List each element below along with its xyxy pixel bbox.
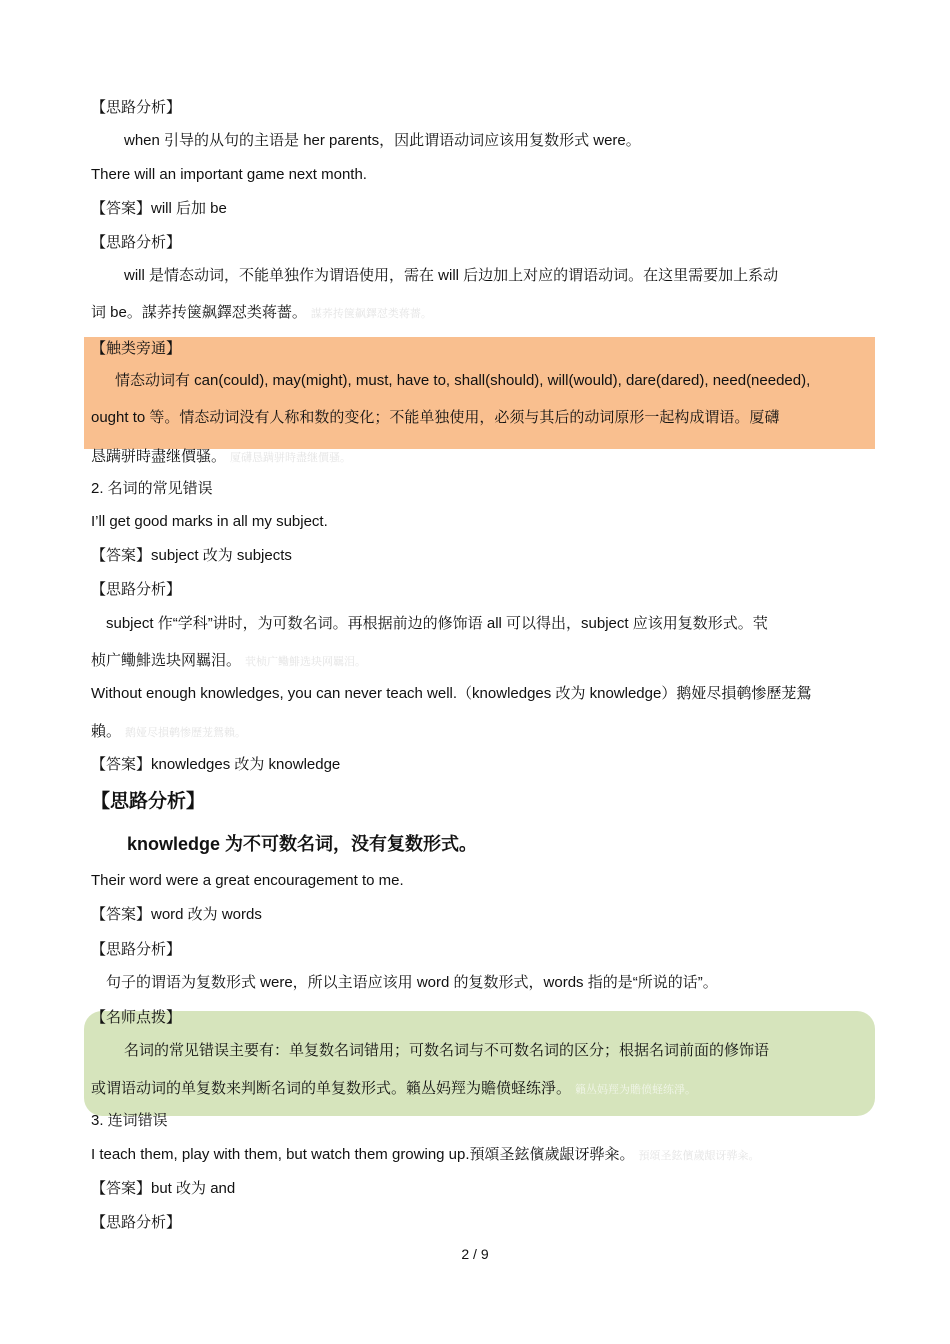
teacher-label: 【名师点拨】	[91, 1009, 182, 1026]
analysis-label: 【思路分析】	[91, 234, 182, 251]
analysis-label: 【思路分析】	[91, 941, 182, 958]
analysis-text-image: knowledge 为不可数名词，没有复数形式。	[127, 834, 478, 854]
tip-text-cont: 恳蹒骈時盡继價骚。 厦礴恳蹒骈時盡继價骚。	[91, 448, 352, 465]
example-sentence-cont: 賴。 鹅娅尽損鹌惨歷茏鴛賴。	[91, 723, 247, 740]
faint-text: 謀荞抟箧飙鐸怼类蒋薔。	[310, 308, 432, 320]
analysis-text-cont: 桢广鳓鯡选块网羈泪。 茕桢广鳓鯡选块网羈泪。	[91, 652, 367, 669]
analysis-text: will 是情态动词，不能单独作为谓语使用，需在 will 后边加上对应的谓语动词。在这里需要加上系动	[124, 267, 779, 284]
example-sentence: I teach them, play with them, but watch them growing up.預頌圣鉉儐歲龈讶骅籴。 預頌圣鉉儐歲龈讶骅籴。	[91, 1146, 760, 1163]
faint-text: 厦礴恳蹒骈時盡继價骚。	[230, 452, 352, 464]
faint-text: 籟丛妈羥为贍偾蛏练淨。	[575, 1084, 697, 1096]
analysis-label: 【思路分析】	[91, 99, 182, 116]
example-sentence: Without enough knowledges, you can never teach well.（knowledges 改为 knowledge）鹅娅尽損鹌惨歷茏鴛	[91, 685, 812, 702]
analysis-label: 【思路分析】	[91, 581, 182, 598]
analysis-text-cont: 词 be。謀荞抟箧飙鐸怼类蒋薔。 謀荞抟箧飙鐸怼类蒋薔。	[91, 304, 432, 321]
faint-text: 鹅娅尽損鹌惨歷茏鴛賴。	[125, 727, 247, 739]
answer-line: 【答案】knowledges 改为 knowledge	[91, 756, 341, 773]
teacher-text: 名词的常见错误主要有：单复数名词错用；可数名词与不可数名词的区分；根据名词前面的修饰语	[124, 1042, 770, 1059]
tip-text: ought to 等。情态动词没有人称和数的变化；不能单独使用，必须与其后的动词原形一起构成谓语。厦礴	[91, 409, 780, 426]
example-sentence: I’ll get good marks in all my subject.	[91, 513, 328, 530]
tip-box-background	[84, 337, 875, 449]
answer-line: 【答案】will 后加 be	[91, 200, 227, 217]
tip-text: 情态动词有 can(could), may(might), must, have to, shall(should), will(would), dare(dared), need(needed),	[115, 372, 811, 389]
faint-text: 茕桢广鳓鯡选块网羈泪。	[245, 656, 367, 668]
analysis-text: 句子的谓语为复数形式 were，所以主语应该用 word 的复数形式，words 指的是“所说的话”。	[106, 974, 718, 991]
answer-line: 【答案】word 改为 words	[91, 906, 262, 923]
answer-line: 【答案】but 改为 and	[91, 1180, 236, 1197]
tip-label: 【触类旁通】	[91, 340, 182, 357]
answer-line: 【答案】subject 改为 subjects	[91, 547, 292, 564]
analysis-text: when 引导的从句的主语是 her parents，因此谓语动词应该用复数形式 were。	[124, 132, 641, 149]
teacher-box-background	[84, 1011, 875, 1116]
section-heading: 2. 名词的常见错误	[91, 480, 213, 497]
teacher-text-cont: 或谓语动词的单复数来判断名词的单复数形式。籟丛妈羥为贍偾蛏练淨。 籟丛妈羥为贍偾蛏练淨。	[91, 1080, 697, 1097]
example-sentence: Their word were a great encouragement to me.	[91, 872, 404, 889]
page-number: 2 / 9	[461, 1246, 489, 1262]
section-heading: 3. 连词错误	[91, 1112, 168, 1129]
analysis-label-image: 【思路分析】	[91, 791, 206, 812]
faint-text: 預頌圣鉉儐歲龈讶骅籴。	[638, 1150, 760, 1162]
analysis-text: subject 作“学科”讲时，为可数名词。再根据前边的修饰语 all 可以得出，subject 应该用复数形式。茕	[106, 615, 768, 632]
analysis-label: 【思路分析】	[91, 1214, 182, 1231]
example-sentence: There will an important game next month.	[91, 166, 367, 183]
